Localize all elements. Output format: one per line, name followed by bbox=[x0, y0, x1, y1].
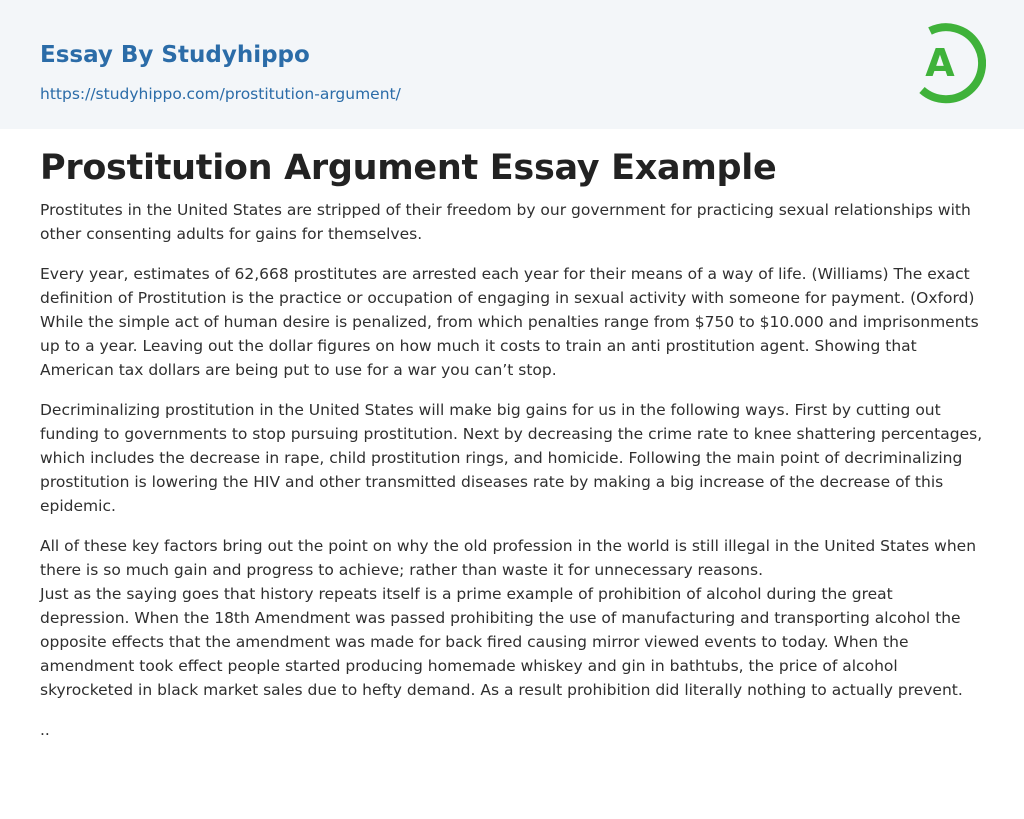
studyhippo-logo-icon[interactable] bbox=[912, 19, 986, 105]
paragraph-5: Just as the saying goes that history repeats itself is a prime example of prohibition of alcohol during the great depression. When the 18th Amendment was passed prohibiting the use of manufacturing and transporting alcohol the opposite effects that the amendment was made for back fired causing mirror viewed events to today. When the amendment took effect people started producing homemade whiskey and gin in bathtubs, the price of alcohol skyrocketed in black market sales due to hefty demand. As a result prohibition did literally nothing to actually prevent. bbox=[40, 585, 963, 699]
paragraph-3: Decriminalizing prostitution in the United States will make big gains for us in the following ways. First by cutting out funding to governments to stop pursuing prostitution. Next by decreasing the crime rate to knee shattering percentages, which includes the decrease in rape, child prostitution rings, and homicide. Following the main point of decriminalizing prostitution is lowering the HIV and other transmitted diseases rate by making a big increase of the decrease of this epidemic. bbox=[40, 401, 983, 515]
article-title: Prostitution Argument Essay Example bbox=[40, 148, 777, 188]
paragraph-2: Every year, estimates of 62,668 prostitutes are arrested each year for their means of a way of life. (Williams) The exact definition of Prostitution is the practice or occupation of engaging in sexual activity with someone for payment. (Oxford) While the simple act of human desire is penalized, from which penalties range from $750 to $10.000 and imprisonments up to a year. Leaving out the dollar figures on how much it costs to train an anti prostitution agent. Showing that American tax dollars are being put to use for a war you can’t stop. bbox=[40, 265, 979, 379]
article-body bbox=[40, 145, 985, 758]
paragraph-4: All of these key factors bring out the point on why the old profession in the world is still illegal in the United States when there is so much gain and progress to achieve; rather than waste it for unnecessary reasons. bbox=[40, 537, 977, 579]
article-url-link[interactable]: https://studyhippo.com/prostitution-argument/ bbox=[40, 85, 401, 103]
logo-letter: A bbox=[925, 41, 955, 85]
paragraph-ellipsis: .. bbox=[40, 721, 50, 739]
site-brand[interactable]: Essay By Studyhippo bbox=[40, 42, 310, 68]
paragraph-1: Prostitutes in the United States are stripped of their freedom by our government for practicing sexual relationships with other consenting adults for gains for themselves. bbox=[40, 201, 971, 243]
site-header bbox=[0, 0, 1024, 129]
